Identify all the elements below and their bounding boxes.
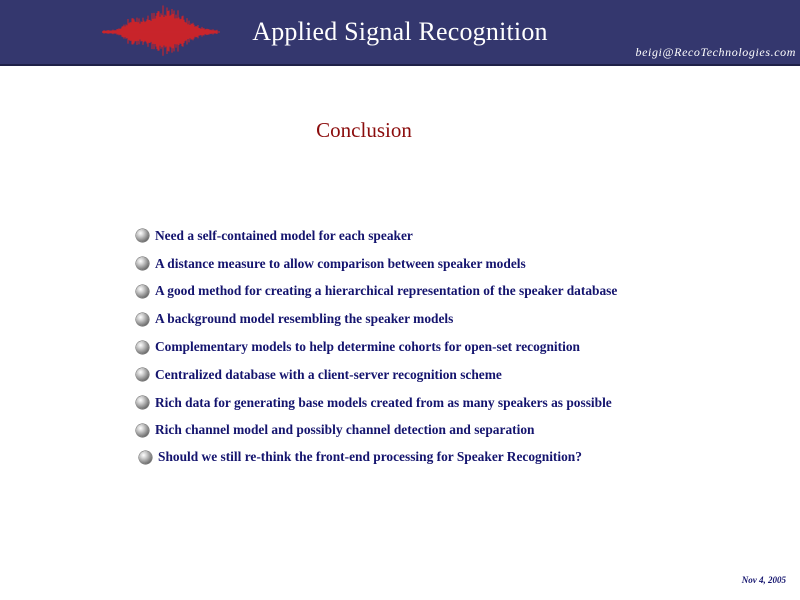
bullet-list [136,222,617,470]
header-title: Applied Signal Recognition [252,17,548,46]
sphere-bullet-icon [136,229,149,242]
slide-title: Conclusion [316,118,412,142]
sphere-bullet-icon [139,451,152,464]
sphere-bullet-icon [136,424,149,437]
bullet-text: A distance measure to allow comparison between speaker models [155,255,526,271]
bullet-item [136,417,617,445]
sphere-bullet-icon [136,285,149,298]
sphere-bullet-icon [136,257,149,270]
sphere-bullet-icon [136,368,149,381]
bullet-item [136,361,617,389]
header-email: beigi@RecoTechnologies.com [635,45,796,59]
bullet-text: Rich data for generating base models created from as many speakers as possible [155,394,612,410]
bullet-text: Rich channel model and possibly channel detection and separation [155,422,535,438]
bullet-text: Centralized database with a client-server recognition scheme [155,366,502,382]
bullet-text: Need a self-contained model for each speaker [155,227,413,243]
bullet-item [136,305,617,333]
sphere-bullet-icon [136,313,149,326]
bullet-item [136,278,617,306]
header-bar [0,0,800,66]
bullet-text: Complementary models to help determine cohorts for open-set recognition [155,339,580,355]
bullet-text: Should we still re-think the front-end processing for Speaker Recognition? [158,449,582,465]
bullet-text: A background model resembling the speaker models [155,311,454,327]
bullet-item [136,250,617,278]
bullet-item [139,444,617,470]
bullet-item [136,389,617,417]
sphere-bullet-icon [136,396,149,409]
sphere-bullet-icon [136,341,149,354]
footer-date: Nov 4, 2005 [741,575,786,585]
bullet-item [136,222,617,250]
bullet-item [136,333,617,361]
bullet-text: A good method for creating a hierarchical representation of the speaker database [155,283,618,299]
